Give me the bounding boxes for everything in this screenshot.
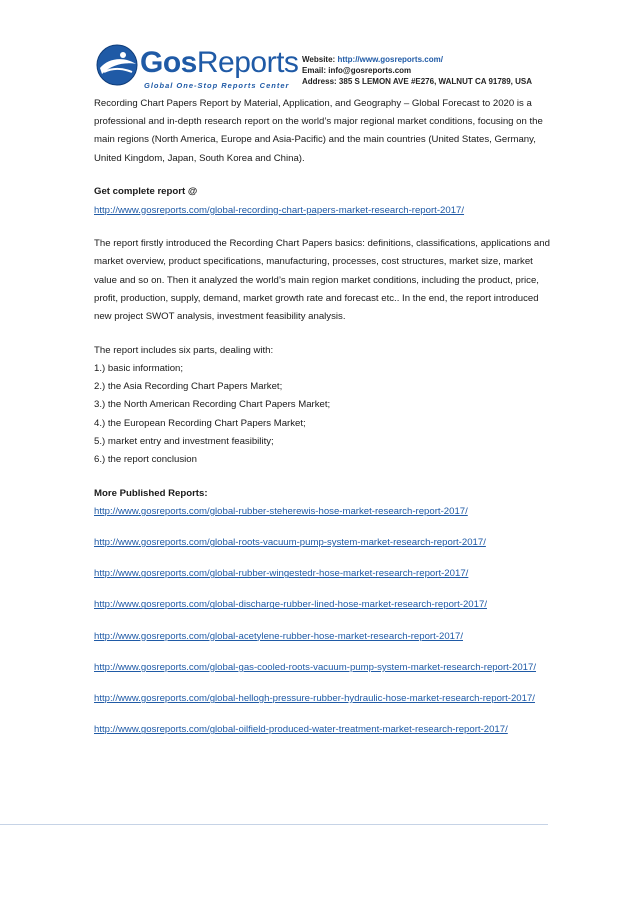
get-report-link[interactable]: http://www.gosreports.com/global-recording-chart-papers-market-research-report-2017/ bbox=[94, 204, 465, 216]
get-report-label: Get complete report @ bbox=[94, 186, 198, 198]
more-reports-label: More Published Reports: bbox=[94, 487, 208, 499]
document-body bbox=[94, 95, 554, 752]
parts-item: 5.) market entry and investment feasibility; bbox=[94, 435, 274, 447]
parts-item: 6.) the report conclusion bbox=[94, 453, 197, 465]
report-link[interactable]: http://www.gosreports.com/global-roots-vacuum-pump-system-market-research-report-2017/ bbox=[94, 537, 486, 549]
email-text: info@gosreports.com bbox=[328, 66, 412, 75]
website-link[interactable]: http://www.gosreports.com/ bbox=[337, 55, 443, 64]
parts-item: 3.) the North American Recording Chart Papers Market; bbox=[94, 399, 331, 411]
report-link[interactable]: http://www.gosreports.com/global-rubber-steherewis-hose-market-research-report-2017/ bbox=[94, 505, 468, 517]
report-link[interactable]: http://www.gosreports.com/global-hellogh-pressure-rubber-hydraulic-hose-market-research-report-2017/ bbox=[94, 693, 535, 705]
footer-divider bbox=[0, 824, 548, 825]
intro-paragraph: Recording Chart Papers Report by Material, Application, and Geography – Global Forecast to 2020 is a professional and in-depth research report on the world’s major regional market conditions, focusing on the main regions (North America, Europe and Asia-Pacific) and the main countries (United States, Germany, United Kingdom, Japan, South Korea and China). bbox=[94, 98, 543, 164]
gosreports-logo-icon bbox=[94, 42, 140, 88]
parts-item: 2.) the Asia Recording Chart Papers Market; bbox=[94, 381, 283, 393]
brand-tagline: Global One-Stop Reports Center bbox=[144, 81, 290, 90]
report-link[interactable]: http://www.gosreports.com/global-gas-cooled-roots-vacuum-pump-system-market-research-report-2017/ bbox=[94, 661, 537, 673]
contact-block: Website: http://www.gosreports.com/ Email: info@gosreports.com Address: 385 S LEMON AVE #E276, WALNUT CA 91789, USA bbox=[302, 55, 533, 86]
parts-intro: The report includes six parts, dealing with: bbox=[94, 344, 274, 356]
report-link[interactable]: http://www.gosreports.com/global-acetylene-rubber-hose-market-research-report-2017/ bbox=[94, 630, 463, 642]
brand-name: GosReports bbox=[140, 46, 299, 79]
letterhead bbox=[94, 40, 554, 96]
report-link[interactable]: http://www.gosreports.com/global-oilfield-produced-water-treatment-market-research-report-2017/ bbox=[94, 724, 508, 736]
overview-paragraph: The report firstly introduced the Recording Chart Papers basics: definitions, classifications, applications and market overview, product specifications, manufacturing, processes, cost structures, market size, market value and so on. Then it analyzed the world’s main region market conditions, including the product, price, profit, production, supply, demand, market growth rate and forecast etc.. In the end, the report introduced new project SWOT analysis, investment feasibility analysis. bbox=[94, 238, 550, 323]
parts-item: 1.) basic information; bbox=[94, 362, 184, 374]
report-link[interactable]: http://www.gosreports.com/global-discharge-rubber-lined-hose-market-research-report-2017/ bbox=[94, 599, 487, 611]
address-text: 385 S LEMON AVE #E276, WALNUT CA 91789, USA bbox=[338, 77, 533, 86]
parts-item: 4.) the European Recording Chart Papers Market; bbox=[94, 417, 306, 429]
report-link[interactable]: http://www.gosreports.com/global-rubber-wingestedr-hose-market-research-report-2017/ bbox=[94, 568, 469, 580]
more-reports-list bbox=[94, 503, 554, 740]
